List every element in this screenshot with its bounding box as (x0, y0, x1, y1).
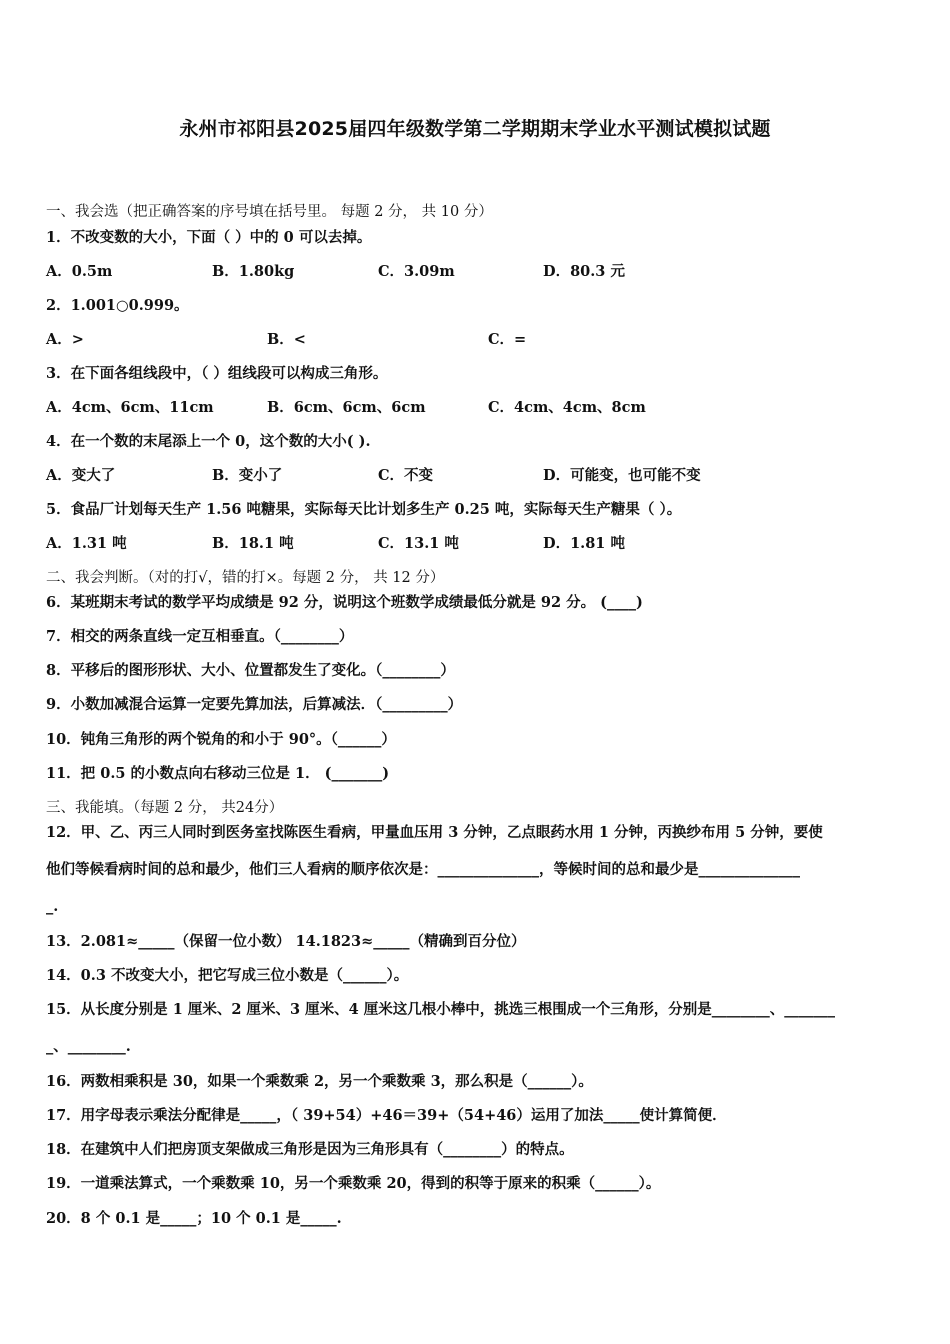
section-2-heading: 二、我会判断。（对的打√，错的打×。每题 2 分， 共 12 分） (46, 570, 445, 586)
question-14: 14．0.3 不改变大小，把它写成三位小数是（______）。 (46, 967, 409, 984)
q1-option-d: D．80.3 元 (543, 263, 625, 280)
question-12-line-3: _. (46, 898, 59, 915)
section-1-heading: 一、我会选（把正确答案的序号填在括号里。 每题 2 分， 共 10 分） (46, 204, 493, 220)
question-11: 11．把 0.5 的小数点向右移动三位是 1． (_______) (46, 765, 390, 782)
q3-option-b: B．6cm、6cm、6cm (267, 399, 426, 416)
question-12-line-1: 12．甲、乙、丙三人同时到医务室找陈医生看病，甲量血压用 3 分钟，乙点眼药水用 1 分钟，丙换纱布用 5 分钟，要使 (46, 824, 823, 841)
question-4: 4．在一个数的末尾添上一个 0，这个数的大小( ). (46, 433, 371, 450)
q4-option-b: B．变小了 (212, 467, 283, 484)
q5-option-d: D．1.81 吨 (543, 535, 625, 552)
question-20: 20．8 个 0.1 是_____；10 个 0.1 是_____. (46, 1210, 342, 1227)
question-15-line-1: 15．从长度分别是 1 厘米、2 厘米、3 厘米、4 厘米这几根小棒中，挑选三根围成一个三角形，分别是________、_______ (46, 1001, 836, 1018)
question-17: 17．用字母表示乘法分配律是_____，（ 39+54）+46＝39+（54+46）运用了加法_____使计算简便． (46, 1107, 727, 1124)
q4-option-d: D．可能变，也可能不变 (543, 467, 701, 484)
q1-option-a: A．0.5m (46, 263, 113, 280)
question-7: 7．相交的两条直线一定互相垂直。（________） (46, 628, 354, 645)
question-5: 5．食品厂计划每天生产 1.56 吨糖果，实际每天比计划多生产 0.25 吨，实际每天生产糖果（ ）。 (46, 501, 682, 518)
q4-option-a: A．变大了 (46, 467, 116, 484)
question-1: 1．不改变数的大小，下面（ ）中的 0 可以去掉。 (46, 229, 372, 246)
q5-option-c: C．13.1 吨 (378, 535, 459, 552)
q5-option-a: A．1.31 吨 (46, 535, 127, 552)
section-3-heading: 三、我能填。（每题 2 分， 共24分） (46, 800, 284, 816)
question-15-line-2: _、________. (46, 1038, 131, 1055)
q1-option-b: B．1.80kg (212, 263, 295, 280)
q2-option-a: A．> (46, 331, 84, 348)
q3-option-a: A．4cm、6cm、11cm (46, 399, 214, 416)
question-19: 19．一道乘法算式，一个乘数乘 10，另一个乘数乘 20，得到的积等于原来的积乘（______）。 (46, 1175, 661, 1192)
q2-option-c: C．= (488, 331, 527, 348)
question-10: 10．钝角三角形的两个锐角的和小于 90°。（______） (46, 731, 396, 748)
question-6: 6．某班期末考试的数学平均成绩是 92 分，说明这个班数学成绩最低分就是 92 分。 (____) (46, 594, 643, 611)
question-13: 13．2.081≈_____（保留一位小数） 14.1823≈_____（精确到百分位） (46, 933, 526, 950)
question-2: 2．1.001○0.999。 (46, 297, 189, 314)
q3-option-c: C．4cm、4cm、8cm (488, 399, 646, 416)
question-8: 8．平移后的图形形状、大小、位置都发生了变化。（________） (46, 662, 455, 679)
question-9: 9．小数加减混合运算一定要先算加法，后算减法．（_________） (46, 696, 463, 713)
question-12-line-2: 他们等候看病时间的总和最少，他们三人看病的顺序依次是：______________，等候时间的总和最少是______________ (46, 861, 800, 878)
q4-option-c: C．不变 (378, 467, 434, 484)
question-16: 16．两数相乘积是 30，如果一个乘数乘 2，另一个乘数乘 3，那么积是（______）。 (46, 1073, 593, 1090)
q2-option-b: B．< (267, 331, 306, 348)
question-18: 18．在建筑中人们把房顶支架做成三角形是因为三角形具有（________）的特点。 (46, 1141, 574, 1158)
q1-option-c: C．3.09m (378, 263, 455, 280)
page-title: 永州市祁阳县2025届四年级数学第二学期期末学业水平测试模拟试题 (179, 118, 771, 140)
q5-option-b: B．18.1 吨 (212, 535, 294, 552)
question-3: 3．在下面各组线段中，（ ）组线段可以构成三角形。 (46, 365, 388, 382)
